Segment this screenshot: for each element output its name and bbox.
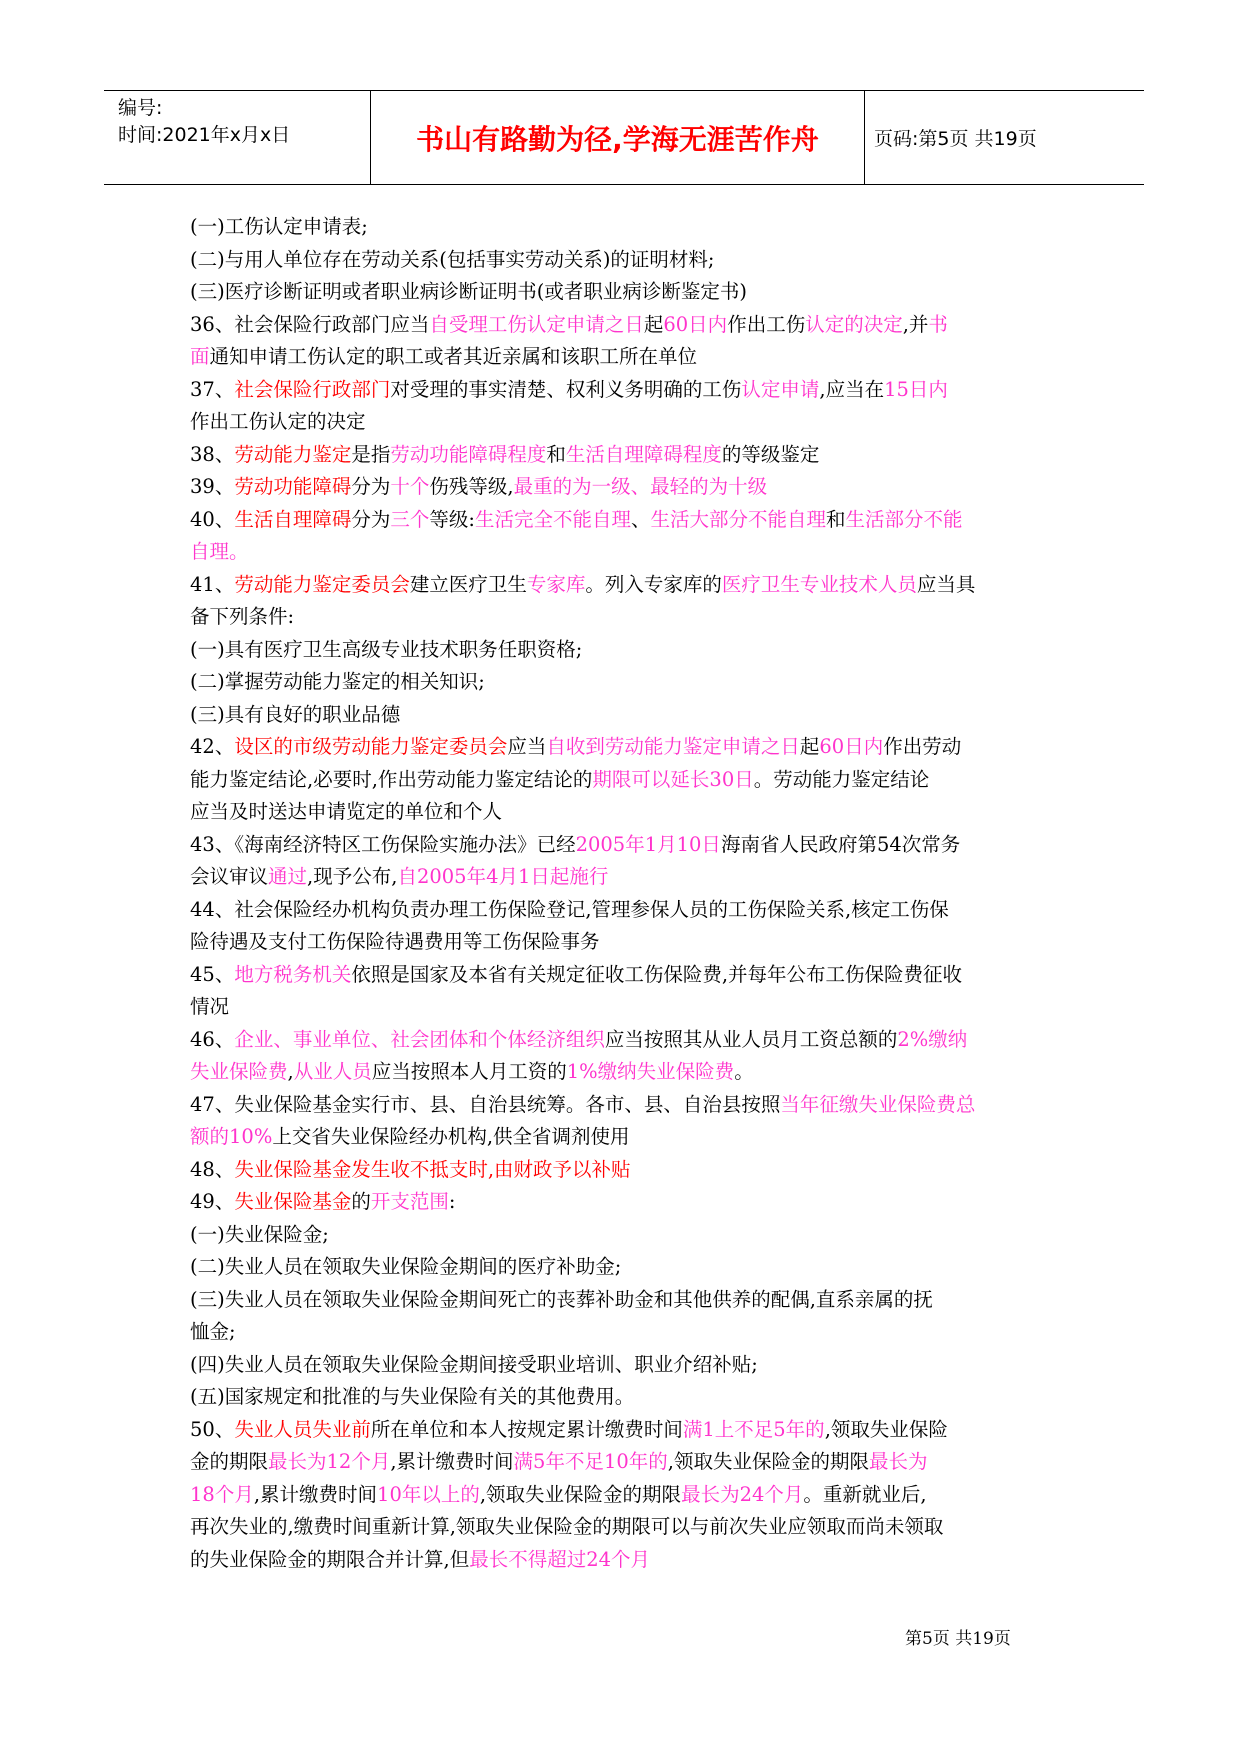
text-line bbox=[190, 926, 1068, 959]
text-segment: 备下列条件: bbox=[190, 605, 295, 628]
text-segment: 38、 bbox=[190, 442, 235, 466]
text-segment: (四)失业人员在领取失业保险金期间接受职业培训、职业介绍补贴; bbox=[190, 1352, 758, 1376]
text-segment: : bbox=[448, 1190, 456, 1213]
text-segment: 应当 bbox=[507, 735, 547, 758]
highlighted-text: 地方税务机关 bbox=[234, 962, 352, 986]
text-segment: ,应当在 bbox=[819, 377, 885, 401]
header-left-cell bbox=[118, 95, 363, 149]
text-segment: 。劳动能力鉴定结论 bbox=[753, 767, 930, 791]
time-label: 时间:2021年x月x日 bbox=[118, 124, 291, 146]
text-line bbox=[190, 861, 1068, 894]
text-segment: 47、失业保险基金实行市、县、自治县统筹。各市、县、自治县按照 bbox=[190, 1092, 781, 1116]
text-segment: 36、社会保险行政部门应当 bbox=[190, 312, 430, 336]
text-segment: 分为 bbox=[351, 475, 391, 498]
text-segment: 金的期限 bbox=[190, 1450, 269, 1473]
text-line bbox=[190, 374, 1068, 407]
text-line bbox=[190, 211, 1068, 244]
text-segment: 的等级鉴定 bbox=[721, 442, 820, 466]
text-line bbox=[190, 1446, 1068, 1479]
highlighted-text: 期限可以延长30日 bbox=[592, 767, 754, 791]
text-segment: 对受理的事实清楚、权利义务明确的工伤 bbox=[390, 377, 742, 401]
highlighted-text: 失业保险费 bbox=[190, 1060, 288, 1083]
highlighted-text: 面 bbox=[190, 345, 210, 368]
highlighted-text: 失业保险基金发生收不抵支时,由财政予以补贴 bbox=[234, 1157, 631, 1181]
highlighted-text: 开支范围 bbox=[370, 1190, 449, 1213]
text-segment: 起 bbox=[643, 312, 664, 336]
text-line bbox=[190, 1089, 1068, 1122]
text-segment: 险待遇及支付工伤保险待遇费用等工伤保险事务 bbox=[190, 930, 600, 953]
text-line bbox=[190, 1381, 1068, 1414]
text-segment: 应当按照本人月工资的 bbox=[371, 1060, 567, 1083]
text-segment: 通知申请工伤认定的职工或者其近亲属和该职工所在单位 bbox=[209, 345, 698, 368]
highlighted-text: 2%缴纳 bbox=[897, 1027, 968, 1051]
highlighted-text: 医疗卫生专业技术人员 bbox=[721, 572, 917, 596]
highlighted-text: 最重的为一级、最轻的为十级 bbox=[513, 475, 768, 498]
text-segment: ,累计缴费时间 bbox=[253, 1482, 378, 1506]
highlighted-text: 从业人员 bbox=[293, 1060, 372, 1083]
highlighted-text: 最长为24个月 bbox=[681, 1482, 804, 1506]
text-line bbox=[190, 1284, 1068, 1317]
text-line bbox=[190, 1219, 1068, 1252]
text-segment: , bbox=[287, 1060, 294, 1083]
highlighted-text: 最长不得超过24个月 bbox=[469, 1547, 651, 1571]
highlighted-text: 认定申请 bbox=[741, 377, 820, 401]
text-segment: ,累计缴费时间 bbox=[390, 1450, 514, 1473]
highlighted-text: 当年征缴失业保险费总 bbox=[780, 1092, 976, 1116]
highlighted-text: 生活自理障碍 bbox=[234, 507, 352, 531]
text-line bbox=[190, 764, 1068, 797]
text-line bbox=[190, 991, 1068, 1024]
header-divider bbox=[864, 91, 865, 184]
text-line bbox=[190, 276, 1068, 309]
text-line bbox=[190, 1479, 1068, 1512]
header-table bbox=[104, 90, 1144, 185]
text-segment: 恤金; bbox=[190, 1320, 236, 1343]
text-line bbox=[190, 601, 1068, 634]
text-line bbox=[190, 569, 1068, 602]
text-line bbox=[190, 1349, 1068, 1382]
highlighted-text: 三个 bbox=[390, 507, 430, 531]
text-segment: 。列入专家库的 bbox=[585, 572, 722, 596]
text-segment: 依照是国家及本省有关规定征收工伤保险费,并每年公布工伤保险费征收 bbox=[351, 962, 963, 986]
highlighted-text: 15日内 bbox=[884, 377, 948, 401]
text-line bbox=[190, 796, 1068, 829]
text-segment: (一)具有医疗卫生高级专业技术职务任职资格; bbox=[190, 637, 583, 661]
highlighted-text: 书 bbox=[928, 312, 948, 336]
text-segment: (二)失业人员在领取失业保险金期间的医疗补助金; bbox=[190, 1255, 622, 1278]
highlighted-text: 额的10% bbox=[190, 1125, 273, 1148]
text-line bbox=[190, 699, 1068, 732]
document-body bbox=[190, 211, 1068, 1576]
text-segment: 和 bbox=[546, 442, 566, 466]
text-line bbox=[190, 471, 1068, 504]
page-footer: 第5页 共19页 bbox=[905, 1629, 1011, 1649]
text-line bbox=[190, 1056, 1068, 1089]
header-page-code: 页码:第5页 共19页 bbox=[874, 128, 1037, 150]
highlighted-text: 最长为12个月 bbox=[268, 1450, 391, 1473]
text-line bbox=[190, 309, 1068, 342]
highlighted-text: 生活完全不能自理 bbox=[474, 507, 631, 531]
text-segment: (二)掌握劳动能力鉴定的相关知识; bbox=[190, 670, 485, 693]
highlighted-text: 满5年不足10年的 bbox=[513, 1450, 668, 1473]
text-line bbox=[190, 536, 1068, 569]
text-segment: 48、 bbox=[190, 1157, 235, 1181]
highlighted-text: 通过 bbox=[268, 865, 308, 888]
text-line bbox=[190, 504, 1068, 537]
text-segment: 能力鉴定结论,必要时,作出劳动能力鉴定结论的 bbox=[190, 767, 593, 791]
text-segment: (二)与用人单位存在劳动关系(包括事实劳动关系)的证明材料; bbox=[190, 247, 715, 271]
text-line bbox=[190, 406, 1068, 439]
text-line bbox=[190, 829, 1068, 862]
text-line bbox=[190, 1251, 1068, 1284]
text-segment: (三)医疗诊断证明或者职业病诊断证明书(或者职业病诊断鉴定书) bbox=[190, 280, 747, 303]
highlighted-text: 劳动功能障碍 bbox=[234, 475, 352, 498]
text-line bbox=[190, 634, 1068, 667]
text-segment: 作出劳动 bbox=[883, 735, 962, 758]
text-line bbox=[190, 959, 1068, 992]
highlighted-text: 生活大部分不能自理 bbox=[650, 507, 826, 531]
text-segment: 应当按照其从业人员月工资总额的 bbox=[604, 1027, 898, 1051]
text-segment: ,领取失业保险金的期限 bbox=[479, 1482, 682, 1506]
highlighted-text: 专家库 bbox=[526, 572, 586, 596]
text-segment: 37、 bbox=[190, 377, 235, 401]
text-segment: ,领取失业保险 bbox=[824, 1417, 948, 1441]
highlighted-text: 失业人员失业前 bbox=[234, 1417, 371, 1441]
highlighted-text: 1%缴纳失业保险费 bbox=[566, 1060, 735, 1083]
text-line bbox=[190, 1511, 1068, 1544]
text-segment: (三)具有良好的职业品德 bbox=[190, 702, 401, 726]
text-line bbox=[190, 1316, 1068, 1349]
text-segment: 的失业保险金的期限合并计算,但 bbox=[190, 1547, 470, 1571]
text-segment: 所在单位和本人按规定累计缴费时间 bbox=[370, 1417, 683, 1441]
text-line bbox=[190, 894, 1068, 927]
text-line bbox=[190, 1544, 1068, 1577]
highlighted-text: 自收到劳动能力鉴定申请之日 bbox=[546, 735, 800, 758]
text-segment: (五)国家规定和批准的与失业保险有关的其他费用。 bbox=[190, 1385, 635, 1408]
text-segment: 应当及时送达申请览定的单位和个人 bbox=[190, 800, 503, 823]
text-segment: 45、 bbox=[190, 962, 235, 986]
text-segment: 39、 bbox=[190, 475, 235, 498]
text-segment: 44、社会保险经办机构负责办理工伤保险登记,管理参保人员的工伤保险关系,核定工伤保 bbox=[190, 897, 949, 921]
highlighted-text: 设区的市级劳动能力鉴定委员会 bbox=[234, 735, 508, 758]
text-segment: 和 bbox=[826, 507, 846, 531]
highlighted-text: 最长为 bbox=[868, 1450, 928, 1473]
text-line bbox=[190, 1154, 1068, 1187]
text-segment: 49、 bbox=[190, 1190, 235, 1213]
text-segment: 43、《海南经济特区工伤保险实施办法》已经 bbox=[190, 832, 576, 856]
highlighted-text: 满1上不足5年的 bbox=[682, 1417, 825, 1441]
text-segment: 40、 bbox=[190, 507, 235, 531]
text-segment: 会议审议 bbox=[190, 865, 269, 888]
highlighted-text: 生活自理障碍程度 bbox=[565, 442, 722, 466]
text-segment: 作出工伤 bbox=[727, 312, 806, 336]
text-segment: 的 bbox=[351, 1190, 371, 1213]
text-segment: ,现予公布, bbox=[307, 865, 398, 888]
text-line bbox=[190, 244, 1068, 277]
text-segment: 海南省人民政府第54次常务 bbox=[720, 832, 961, 856]
text-segment: 。重新就业后, bbox=[803, 1482, 927, 1506]
text-line bbox=[190, 1186, 1068, 1219]
number-label: 编号: bbox=[118, 97, 163, 119]
text-segment: 应当具 bbox=[916, 572, 976, 596]
text-segment: 起 bbox=[799, 735, 820, 758]
text-segment: (一)工伤认定申请表; bbox=[190, 215, 368, 238]
text-segment: 是指 bbox=[351, 442, 391, 466]
text-segment: 建立医疗卫生 bbox=[409, 572, 527, 596]
text-line bbox=[190, 1024, 1068, 1057]
highlighted-text: 60日内 bbox=[663, 312, 728, 336]
header-motto: 书山有路勤为径,学海无涯苦作舟 bbox=[416, 122, 819, 156]
highlighted-text: 自受理工伤认定申请之日 bbox=[429, 312, 644, 336]
text-segment: 46、 bbox=[190, 1027, 235, 1051]
highlighted-text: 劳动能力鉴定 bbox=[234, 442, 352, 466]
text-segment: 、 bbox=[630, 507, 651, 531]
highlighted-text: 60日内 bbox=[819, 735, 884, 758]
highlighted-text: 18个月 bbox=[190, 1482, 254, 1506]
text-segment: 情况 bbox=[190, 995, 230, 1018]
highlighted-text: 10年以上的 bbox=[377, 1482, 480, 1506]
text-segment: (一)失业保险金; bbox=[190, 1222, 329, 1246]
highlighted-text: 失业保险基金 bbox=[234, 1190, 352, 1213]
highlighted-text: 劳动功能障碍程度 bbox=[390, 442, 547, 466]
highlighted-text: 生活部分不能 bbox=[845, 507, 963, 531]
text-segment: 50、 bbox=[190, 1417, 235, 1441]
text-line bbox=[190, 341, 1068, 374]
text-segment: 伤残等级, bbox=[429, 475, 514, 498]
text-segment: ,并 bbox=[902, 312, 929, 336]
text-segment: 等级: bbox=[429, 507, 475, 531]
highlighted-text: 2005年1月10日 bbox=[575, 832, 721, 856]
text-segment: 41、 bbox=[190, 572, 235, 596]
text-line bbox=[190, 666, 1068, 699]
text-segment: 分为 bbox=[351, 507, 391, 531]
highlighted-text: 自2005年4月1日起施行 bbox=[397, 865, 609, 888]
highlighted-text: 十个 bbox=[390, 475, 430, 498]
text-line bbox=[190, 439, 1068, 472]
text-segment: ,领取失业保险金的期限 bbox=[667, 1450, 869, 1473]
text-segment: 上交省失业保险经办机构,供全省调剂使用 bbox=[272, 1125, 630, 1148]
highlighted-text: 自理。 bbox=[190, 540, 249, 563]
text-segment: 。 bbox=[734, 1060, 754, 1083]
highlighted-text: 认定的决定 bbox=[805, 312, 903, 336]
text-line bbox=[190, 1121, 1068, 1154]
text-segment: 42、 bbox=[190, 735, 235, 758]
highlighted-text: 社会保险行政部门 bbox=[234, 377, 391, 401]
text-segment: 再次失业的,缴费时间重新计算,领取失业保险金的期限可以与前次失业应领取而尚未领取 bbox=[190, 1515, 944, 1538]
highlighted-text: 企业、事业单位、社会团体和个体经济组织 bbox=[234, 1027, 605, 1051]
text-line bbox=[190, 731, 1068, 764]
highlighted-text: 劳动能力鉴定委员会 bbox=[234, 572, 410, 596]
text-segment: 作出工伤认定的决定 bbox=[190, 410, 366, 433]
text-line bbox=[190, 1414, 1068, 1447]
text-segment: (三)失业人员在领取失业保险金期间死亡的丧葬补助金和其他供养的配偶,直系亲属的抚 bbox=[190, 1287, 933, 1311]
